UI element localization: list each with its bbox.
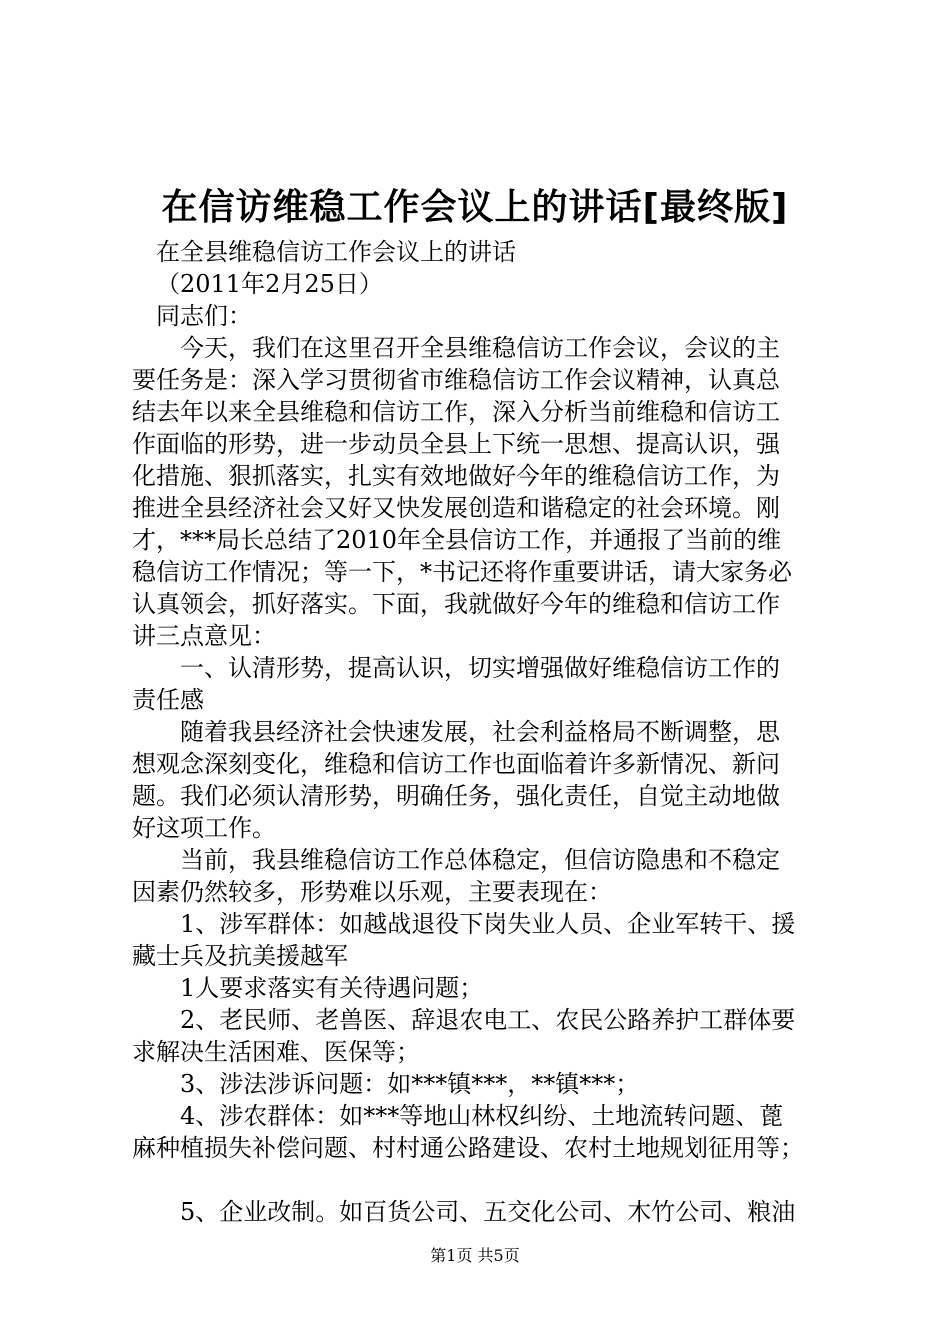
paragraph-line: 作面临的形势，进一步动员全县上下统一思想、提高认识，强 xyxy=(132,430,780,458)
paragraph-line: 5、企业改制。如百货公司、五交化公司、木竹公司、粮油 xyxy=(180,1198,796,1226)
paragraph-line: 稳信访工作情况；等一下，*书记还将作重要讲话，请大家务必 xyxy=(132,558,792,586)
paragraph-line: 因素仍然较多，形势难以乐观，主要表现在： xyxy=(132,878,612,906)
paragraph-line: 当前，我县维稳信访工作总体稳定，但信访隐患和不稳定 xyxy=(180,846,780,874)
blank-line xyxy=(132,1164,832,1196)
page-footer: 第1页 共5页 xyxy=(430,1246,520,1265)
paragraph-line: 一、认清形势，提高认识，切实增强做好维稳信访工作的 xyxy=(180,654,780,682)
paragraph-line: 想观念深刻变化，维稳和信访工作也面临着许多新情况、新问 xyxy=(132,750,780,778)
document-body xyxy=(132,236,832,1228)
paragraph-line: 在全县维稳信访工作会议上的讲话 xyxy=(156,238,516,266)
paragraph-line: 今天，我们在这里召开全县维稳信访工作会议，会议的主 xyxy=(180,334,780,362)
paragraph-line: 1人要求落实有关待遇问题； xyxy=(180,974,484,1002)
paragraph-line: 2、老民师、老兽医、辞退农电工、农民公路养护工群体要 xyxy=(180,1006,796,1034)
paragraph-line: 4、涉农群体：如***等地山林权纠纷、土地流转问题、蓖 xyxy=(180,1102,784,1130)
paragraph-line: 3、涉法涉诉问题：如***镇***，**镇***； xyxy=(180,1070,640,1098)
paragraph-line: 题。我们必须认清形势，明确任务，强化责任，自觉主动地做 xyxy=(132,782,780,810)
paragraph-line: 化措施、狠抓落实，扎实有效地做好今年的维稳信访工作，为 xyxy=(132,462,780,490)
paragraph-line: 1、涉军群体：如越战退役下岗失业人员、企业军转干、援 xyxy=(180,910,796,938)
paragraph-line: 讲三点意见： xyxy=(132,622,276,650)
paragraph-line: 藏士兵及抗美援越军 xyxy=(132,942,348,970)
paragraph-line: 推进全县经济社会又好又快发展创造和谐稳定的社会环境。刚 xyxy=(132,494,780,522)
document-title: 在信访维稳工作会议上的讲话[最终版] xyxy=(161,187,789,228)
paragraph-line: 才，***局长总结了2010年全县信访工作，并通报了当前的维 xyxy=(132,526,782,554)
paragraph-line: 认真领会，抓好落实。下面，我就做好今年的维稳和信访工作 xyxy=(132,590,780,618)
paragraph-line: 好这项工作。 xyxy=(132,814,276,842)
paragraph-line: （2011年2月25日） xyxy=(156,270,383,298)
paragraph-line: 随着我县经济社会快速发展，社会利益格局不断调整，思 xyxy=(180,718,780,746)
paragraph-line: 要任务是：深入学习贯彻省市维稳信访工作会议精神，认真总 xyxy=(132,366,780,394)
paragraph-line: 结去年以来全县维稳和信访工作，深入分析当前维稳和信访工 xyxy=(132,398,780,426)
paragraph-line: 麻种植损失补偿问题、村村通公路建设、农村土地规划征用等； xyxy=(132,1134,804,1162)
paragraph-line: 责任感 xyxy=(132,686,204,714)
paragraph-line: 同志们： xyxy=(156,302,252,330)
paragraph-line: 求解决生活困难、医保等； xyxy=(132,1038,420,1066)
